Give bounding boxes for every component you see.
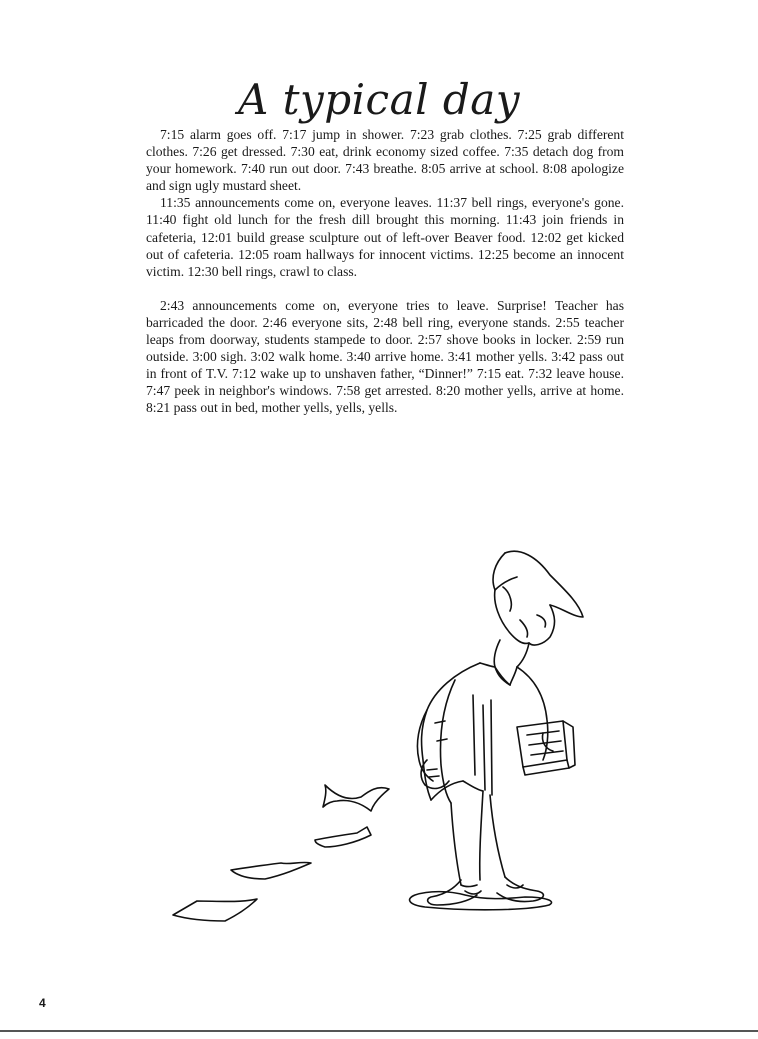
article-body [146, 126, 624, 417]
head-drawing [493, 551, 583, 667]
footer-rule [0, 1030, 758, 1032]
shoes-drawing [428, 877, 544, 905]
legs-drawing [451, 791, 505, 887]
page-number: 4 [39, 996, 46, 1010]
paragraph-lunch: 11:35 announcements come on, everyone leaves. 11:37 bell rings, everyone's gone. 11:40 fight old lunch for the fresh dill brought this morning. 11:43 join friends in cafeteria, 12:01 build grease sculpture out of left-over Beaver food. 12:02 get kicked out of cafeteria. 12:05 roam hallways for innocent victims. 12:25 become an innocent victim. 12:30 bell rings, crawl to class. [146, 195, 624, 279]
falling-papers-drawing [173, 785, 389, 921]
student-cartoon-illustration [165, 545, 605, 925]
page-title: A typical day [237, 75, 521, 124]
jacket-drawing [417, 663, 547, 803]
collar-drawing [480, 663, 517, 685]
paragraph-afternoon: 2:43 announcements come on, everyone tries to leave. Surprise! Teacher has barricaded the door. 2:46 everyone sits, 2:48 bell ring, everyone stands. 2:55 teacher leaps from doorway, students stampede to door. 2:57 shove books in locker. 2:59 run outside. 3:00 sigh. 3:02 walk home. 3:40 arrive home. 3:41 mother yells. 3:42 pass out in front of T.V. 7:12 wake up to unshaven father, “Dinner!” 7:15 eat. 7:32 leave house. 7:47 peek in neighbor's windows. 7:58 get arrested. 8:20 mother yells, arrive at home. 8:21 pass out in bed, mother yells, yells, yells. [146, 297, 624, 416]
paragraph-morning: 7:15 alarm goes off. 7:17 jump in shower. 7:23 grab clothes. 7:25 grab different clothes. 7:26 get dressed. 7:30 eat, drink economy sized coffee. 7:35 detach dog from your homework. 7:40 run out door. 7:43 breathe. 8:05 arrive at school. 8:08 apologize and sign ugly mustard sheet. [146, 127, 624, 194]
